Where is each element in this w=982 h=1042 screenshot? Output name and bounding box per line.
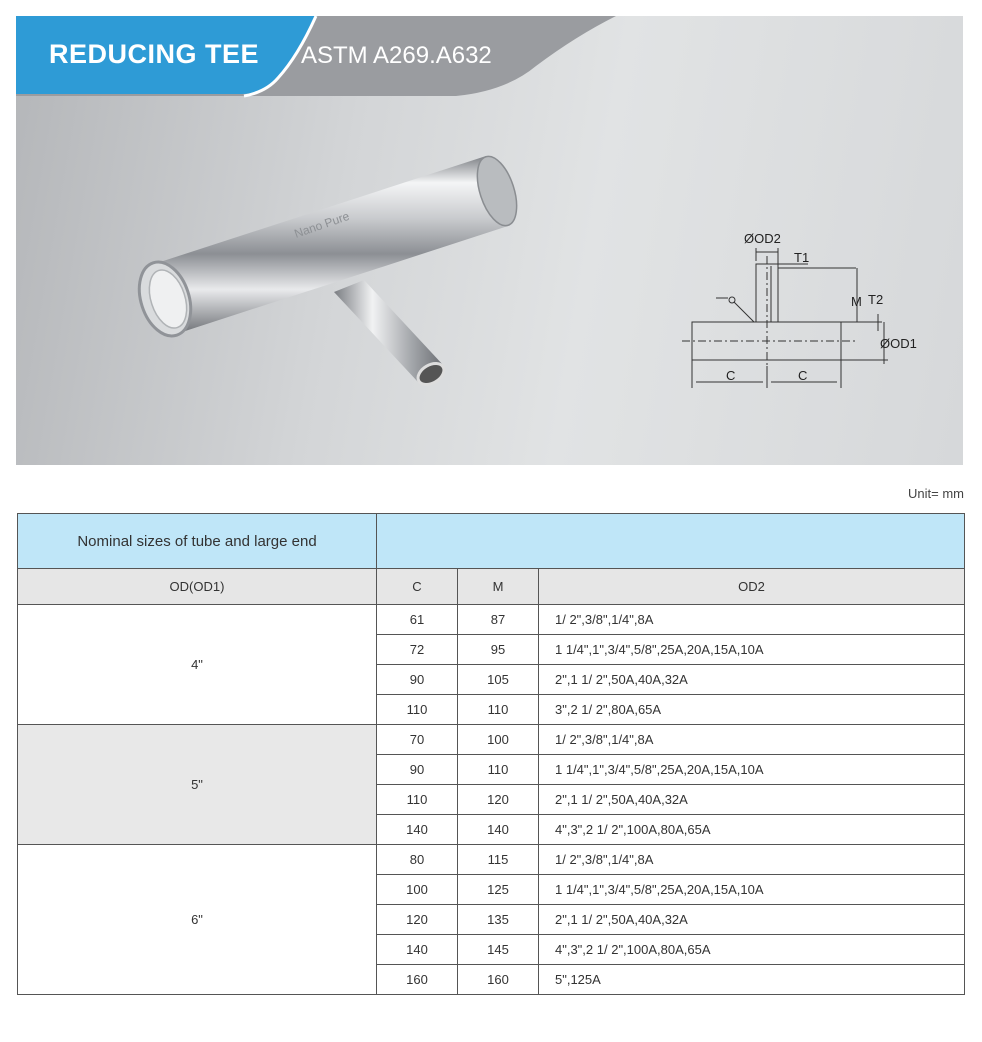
cell-c: 120 <box>377 905 458 935</box>
standard-subtitle: ASTM A269.A632 <box>301 42 492 69</box>
cell-m: 120 <box>458 785 539 815</box>
cell-m: 105 <box>458 665 539 695</box>
table-row <box>18 725 965 755</box>
cell-od2: 4",3",2 1/ 2",100A,80A,65A <box>539 815 965 845</box>
cell-c: 90 <box>377 665 458 695</box>
page-title: REDUCING TEE <box>49 39 260 69</box>
cell-m: 100 <box>458 725 539 755</box>
table-row <box>18 845 965 875</box>
cell-c: 140 <box>377 935 458 965</box>
cell-c: 80 <box>377 845 458 875</box>
cell-m: 95 <box>458 635 539 665</box>
label-c-left: C <box>726 368 736 383</box>
label-od1: ØOD1 <box>880 336 917 351</box>
cell-od: 5" <box>18 725 377 845</box>
col-header-c: C <box>377 569 458 605</box>
reducing-tee-photo <box>130 152 524 389</box>
cell-od2: 2",1 1/ 2",50A,40A,32A <box>539 905 965 935</box>
col-header-m: M <box>458 569 539 605</box>
cell-m: 110 <box>458 695 539 725</box>
cell-od2: 1/ 2",3/8",1/4",8A <box>539 725 965 755</box>
cell-c: 110 <box>377 785 458 815</box>
brand-marking: Nano Pure <box>292 208 352 241</box>
cell-c: 110 <box>377 695 458 725</box>
cell-od2: 5",125A <box>539 965 965 995</box>
label-od2: ØOD2 <box>744 231 781 246</box>
banner-graphics <box>16 16 963 465</box>
cell-c: 100 <box>377 875 458 905</box>
cell-m: 135 <box>458 905 539 935</box>
cell-c: 72 <box>377 635 458 665</box>
label-t1: T1 <box>794 250 810 265</box>
cell-od2: 1 1/4",1",3/4",5/8",25A,20A,15A,10A <box>539 875 965 905</box>
label-t2: T2 <box>868 292 884 307</box>
dimension-drawing <box>682 248 888 388</box>
col-header-od: OD(OD1) <box>18 569 377 605</box>
cell-od2: 2",1 1/ 2",50A,40A,32A <box>539 785 965 815</box>
cell-c: 140 <box>377 815 458 845</box>
cell-od2: 1/ 2",3/8",1/4",8A <box>539 605 965 635</box>
cell-od2: 4",3",2 1/ 2",100A,80A,65A <box>539 935 965 965</box>
cell-od2: 1/ 2",3/8",1/4",8A <box>539 845 965 875</box>
cell-m: 125 <box>458 875 539 905</box>
column-header-row <box>18 569 965 605</box>
cell-m: 160 <box>458 965 539 995</box>
cell-od: 6" <box>18 845 377 995</box>
cell-od: 4" <box>18 605 377 725</box>
table-row <box>18 605 965 635</box>
cell-c: 70 <box>377 725 458 755</box>
col-header-od2: OD2 <box>539 569 965 605</box>
size-group <box>18 605 965 725</box>
cell-od2: 3",2 1/ 2",80A,65A <box>539 695 965 725</box>
size-group <box>18 845 965 995</box>
label-c-right: C <box>798 368 808 383</box>
cell-m: 87 <box>458 605 539 635</box>
cell-c: 160 <box>377 965 458 995</box>
unit-note: Unit= mm <box>908 486 964 501</box>
cell-od2: 1 1/4",1",3/4",5/8",25A,20A,15A,10A <box>539 635 965 665</box>
cell-m: 145 <box>458 935 539 965</box>
cell-m: 140 <box>458 815 539 845</box>
size-group <box>18 725 965 845</box>
table-title: Nominal sizes of tube and large end <box>18 514 377 569</box>
cell-m: 115 <box>458 845 539 875</box>
cell-od2: 1 1/4",1",3/4",5/8",25A,20A,15A,10A <box>539 755 965 785</box>
table-title-row <box>18 514 965 569</box>
cell-m: 110 <box>458 755 539 785</box>
cell-c: 90 <box>377 755 458 785</box>
hero-banner <box>16 16 963 465</box>
cell-od2: 2",1 1/ 2",50A,40A,32A <box>539 665 965 695</box>
table-title-spacer <box>377 514 965 569</box>
spec-table <box>17 513 965 995</box>
label-m: M <box>851 294 862 309</box>
cell-c: 61 <box>377 605 458 635</box>
